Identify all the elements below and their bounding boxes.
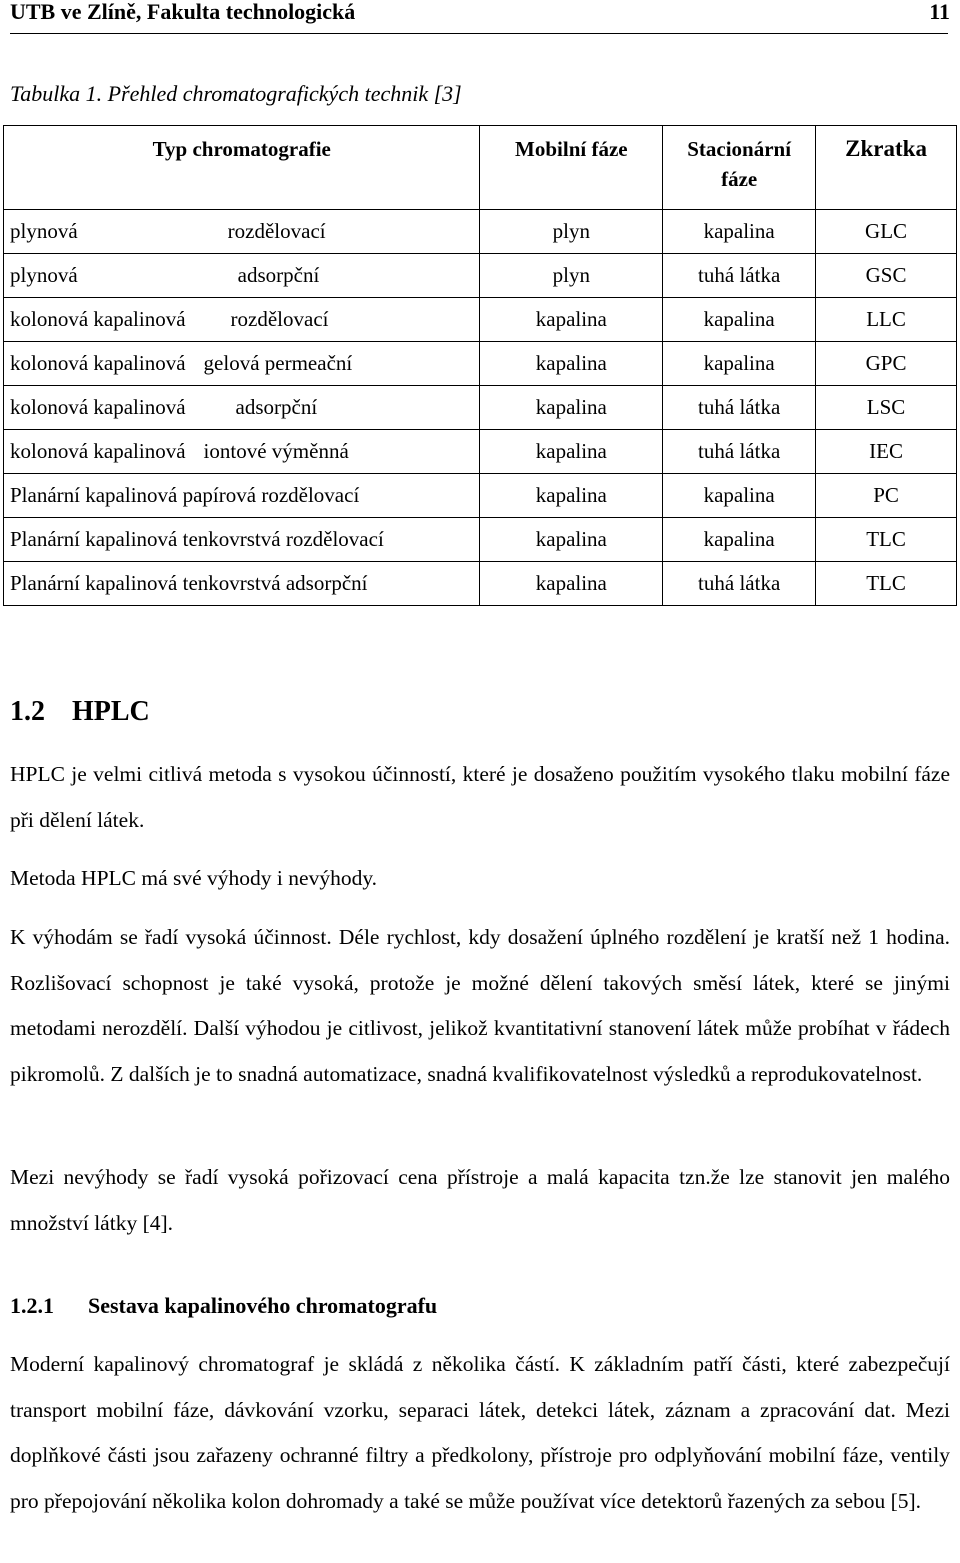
cell-mobile: kapalina — [480, 430, 663, 474]
cell-mobile: kapalina — [480, 474, 663, 518]
cell-abbr: LLC — [816, 298, 957, 342]
page-header — [10, 0, 950, 24]
cell-mobile: kapalina — [480, 518, 663, 562]
cell-abbr: TLC — [816, 518, 957, 562]
cell-stationary: tuhá látka — [663, 386, 816, 430]
column-header-stationary: Stacionární fáze — [663, 126, 816, 210]
cell-type-main: kolonová kapalinová — [10, 307, 186, 331]
cell-type-main: kolonová kapalinová — [10, 439, 186, 463]
cell-type — [4, 210, 480, 254]
table-row — [4, 430, 957, 474]
table-body — [4, 210, 957, 606]
cell-stationary: kapalina — [663, 298, 816, 342]
table-row — [4, 386, 957, 430]
cell-type — [4, 474, 480, 518]
cell-type-sub: rozdělovací — [230, 307, 329, 331]
cell-type-main: kolonová kapalinová — [10, 395, 186, 419]
cell-type — [4, 430, 480, 474]
cell-stationary: tuhá látka — [663, 254, 816, 298]
subsection-heading — [10, 1291, 437, 1321]
cell-type — [4, 386, 480, 430]
paragraph: Metoda HPLC má své výhody i nevýhody. — [10, 866, 378, 890]
paragraph: K výhodám se řadí vysoká účinnost. Déle rychlost, kdy dosažení úplného rozdělení je kratší než 1 hodina. Rozlišovací schopnost je také vysoká, protože je možné dělení takových směsí látek, které se jinými metodami nerozdělí. Další výhodou je citlivost, jelikož kvantitativní stanovení látek může probíhat v řádech pikromolů. Z dalších je to snadná automatizace, snadná kvalifikovatelnost výsledků a reprodukovatelnost. — [10, 925, 950, 1086]
cell-type-sub: iontové výměnná — [203, 439, 349, 463]
cell-stationary: kapalina — [663, 518, 816, 562]
cell-type — [4, 562, 480, 606]
cell-type — [4, 298, 480, 342]
cell-mobile: kapalina — [480, 386, 663, 430]
cell-mobile: kapalina — [480, 298, 663, 342]
section-title: HPLC — [72, 696, 150, 727]
table-row — [4, 342, 957, 386]
column-header-mobile: Mobilní fáze — [480, 126, 663, 210]
cell-stationary: tuhá látka — [663, 430, 816, 474]
cell-type — [4, 342, 480, 386]
cell-stationary: kapalina — [663, 474, 816, 518]
cell-type-main: plynová — [10, 219, 78, 243]
cell-abbr: GSC — [816, 254, 957, 298]
section-number: 1.2 — [10, 696, 45, 727]
cell-mobile: kapalina — [480, 342, 663, 386]
cell-type-main: Planární kapalinová papírová rozdělovací — [10, 483, 360, 507]
cell-stationary: kapalina — [663, 210, 816, 254]
chromatography-table — [3, 125, 957, 606]
cell-abbr: GPC — [816, 342, 957, 386]
column-header-abbr: Zkratka — [816, 126, 957, 210]
cell-type-sub: adsorpční — [237, 263, 320, 287]
cell-stationary: tuhá látka — [663, 562, 816, 606]
table-row — [4, 298, 957, 342]
cell-type-main: plynová — [10, 263, 78, 287]
section-heading — [10, 694, 150, 730]
cell-type — [4, 518, 480, 562]
header-rule — [10, 33, 948, 34]
cell-type-sub: gelová permeační — [203, 351, 353, 375]
cell-mobile: plyn — [480, 254, 663, 298]
cell-type — [4, 254, 480, 298]
table-row — [4, 254, 957, 298]
cell-type-main: Planární kapalinová tenkovrstvá rozdělovací — [10, 527, 384, 551]
subsection-title: Sestava kapalinového chromatografu — [88, 1293, 438, 1318]
table-row — [4, 210, 957, 254]
paragraph: HPLC je velmi citlivá metoda s vysokou účinností, které je dosaženo použitím vysokého tlaku mobilní fáze při dělení látek. — [10, 762, 950, 832]
column-header-type: Typ chromatografie — [4, 126, 480, 210]
cell-mobile: kapalina — [480, 562, 663, 606]
cell-type-main: kolonová kapalinová — [10, 351, 186, 375]
table-caption: Tabulka 1. Přehled chromatografických technik [3] — [10, 81, 462, 106]
cell-type-sub: rozdělovací — [227, 219, 326, 243]
table-row — [4, 518, 957, 562]
cell-stationary: kapalina — [663, 342, 816, 386]
cell-type-main: Planární kapalinová tenkovrstvá adsorpční — [10, 571, 368, 595]
table-row — [4, 562, 957, 606]
paragraph: Mezi nevýhody se řadí vysoká pořizovací cena přístroje a malá kapacita tzn.že lze stanovit jen malého množství látky [4]. — [10, 1165, 950, 1235]
cell-type-sub: adsorpční — [235, 395, 318, 419]
cell-abbr: PC — [816, 474, 957, 518]
cell-abbr: TLC — [816, 562, 957, 606]
header-title: UTB ve Zlíně, Fakulta technologická — [10, 0, 356, 24]
cell-abbr: IEC — [816, 430, 957, 474]
paragraph: Moderní kapalinový chromatograf je skládá z několika částí. K základním patří části, které zabezpečují transport mobilní fáze, dávkování vzorku, separaci látek, detekci látek, záznam a zpracování dat. Mezi doplňkové části jsou zařazeny ochranné filtry a předkolony, přístroje pro odplyňování mobilní fáze, ventily pro přepojování několika kolon dohromady a také se může používat více detektorů řazených za sebou [5]. — [10, 1352, 950, 1513]
subsection-number: 1.2.1 — [10, 1293, 54, 1318]
table-row — [4, 474, 957, 518]
page-number: 11 — [929, 0, 950, 24]
cell-abbr: GLC — [816, 210, 957, 254]
cell-mobile: plyn — [480, 210, 663, 254]
cell-abbr: LSC — [816, 386, 957, 430]
table-header-row — [4, 126, 957, 210]
